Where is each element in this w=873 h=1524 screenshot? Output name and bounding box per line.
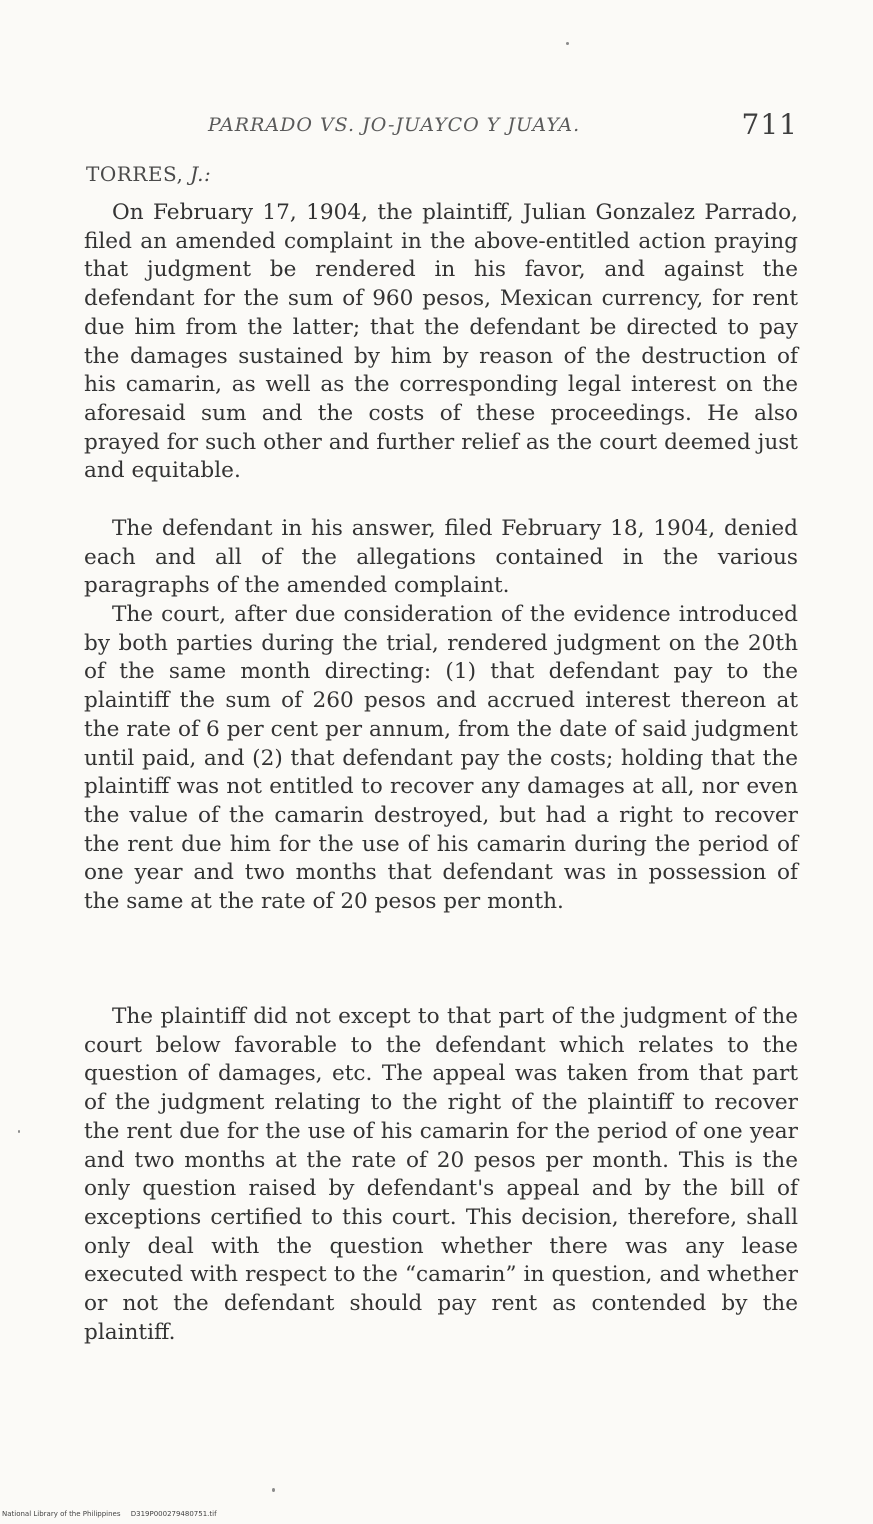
footer-library: National Library of the Philippines	[2, 1510, 121, 1518]
author-title: J.:	[190, 162, 212, 186]
author-line	[86, 162, 211, 186]
paragraph-4: The plaintiff did not except to that part of the judgment of the court below favorable to the defendant which relates to the question of damages, etc. The appeal was taken from that part of the judgment relating to the right of the plaintiff to recover the rent due for the use of his camarin for the period of one year and two months at the rate of 20 pesos per month. This is the only question raised by defendant's appeal and by the bill of exceptions certified to this court. This decision, therefore, shall only deal with the question whether there was any lease executed with respect to the “camarin” in question, and whether or not the defendant should pay rent as contended by the plaintiff.	[84, 1004, 798, 1345]
paragraph-2: The defendant in his answer, filed February 18, 1904, denied each and all of the allegations contained in the various paragraphs of the amended complaint.	[84, 516, 798, 599]
paragraph-3: The court, after due consideration of the evidence introduced by both parties during the trial, rendered judgment on the 20th of the same month directing: (1) that defendant pay to the plaintiff the sum of 260 pesos and accrued interest thereon at the rate of 6 per cent per annum, from the date of said judgment until paid, and (2) that defendant pay the costs; holding that the plaintiff was not entitled to recover any damages at all, nor even the value of the camarin destroyed, but had a right to recover the rent due him for the use of his camarin during the period of one year and two months that defendant was in possession of the same at the rate of 20 pesos per month.	[84, 602, 798, 915]
page-number: 711	[741, 108, 798, 141]
author-name: TORRES,	[86, 162, 184, 186]
paper-speck	[566, 42, 569, 45]
paper-speck	[272, 1488, 275, 1492]
running-head	[208, 108, 798, 148]
running-title: PARRADO VS. JO-JUAYCO Y JUAYA.	[208, 114, 581, 136]
paper-speck	[18, 1130, 20, 1133]
footer-identifier: D319P000279480751.tif	[130, 1510, 217, 1518]
scan-footer	[2, 1510, 217, 1518]
paragraph-1: On February 17, 1904, the plaintiff, Julian Gonzalez Parrado, filed an amended complaint in the above-entitled action praying that judgment be rendered in his favor, and against the defendant for the sum of 960 pesos, Mexican currency, for rent due him from the latter; that the defendant be directed to pay the damages sustained by him by reason of the destruction of his camarin, as well as the corresponding legal interest on the aforesaid sum and the costs of these proceedings. He also prayed for such other and further relief as the court deemed just and equitable.	[84, 200, 798, 484]
opinion-body	[84, 199, 798, 1433]
